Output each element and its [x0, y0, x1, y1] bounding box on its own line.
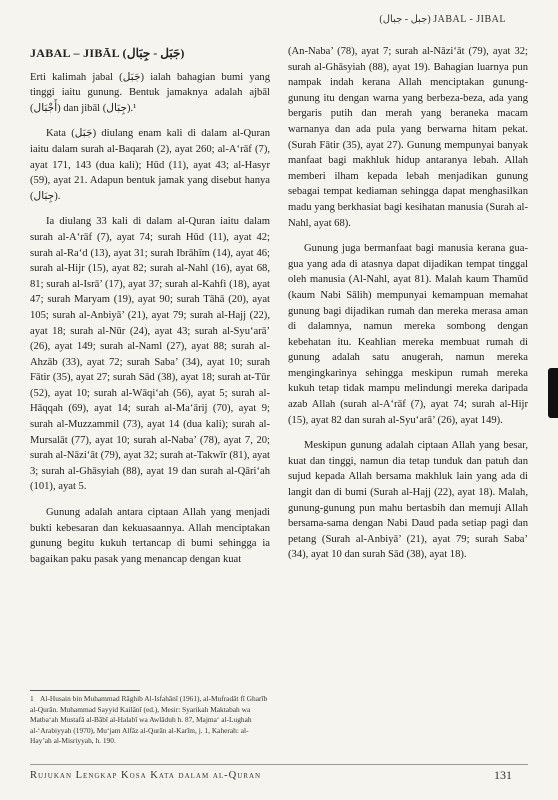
footnote-number: 1: [30, 694, 34, 703]
paragraph-creation: Gunung adalah antara ciptaan Allah yang menjadi bukti kebesaran dan kekuasaannya. Allah menciptakan gunung begitu kukuh tertancap di bumi sehingga ia bagaikan paku pasak yang menancap dengan kuat: [30, 507, 270, 565]
footnote: [30, 694, 270, 747]
paragraph-submission: Meskipun gunung adalah ciptaan Allah yang besar, kuat dan tinggi, namun dia tetap tunduk dan patuh dan sujud kepada Allah bersama makhluk lain yang ada di langit dan di bumi (Surah al-Hajj (22), ayat 18). Malah, gunung-gunung pun mahu bertasbih dan memuji Allah bersama-sama dengan Nabi Daud pada setiap pagi dan petang (Surah al-Anbiyā’ (21), ayat 79; surah Saba’ (34), ayat 10 dan surah Sād (38), ayat 18).: [288, 440, 528, 561]
paragraph-plural-occurrences: Ia diulang 33 kali di dalam al-Quran iaitu dalam surah al-A‘rāf (7), ayat 74; surah Hūd (11), ayat 42; surah al-Ra‘d (13), ayat 31; surah Ibrāhīm (14), ayat 46; surah al-Hijr (15), ayat 82; surah al-Nahl (16), ayat 68, 81; surah al-Isrā’ (17), ayat 37; surah al-Kahfi (18), ayat 47; surah Maryam (19), ayat 90; surah Tāhā (20), ayat 105; surah al-Anbiyā’ (21), ayat 79; surah al-Hajj (22), ayat 18; surah al-Nūr (24), ayat 43; surah al-Syu‘arā’ (26), ayat 149; surah al-Naml (27), ayat 88; surah al-Ahzāb (33), ayat 72; surah Saba’ (34), ayat 10; surah Fātir (35), ayat 27; surah Sād (38), ayat 18; surah at-Tūr (52), ayat 10; surah al-Wāqi‘ah (56), ayat 5; surah al-Hāqqah (69), ayat 14; surah al-Ma‘ārij (70), ayat 9; surah al-Muzzammil (73), ayat 14 (dua kali); surah al-Mursalāt (77), ayat 10; surah al-Naba’ (78), ayat 7, 20; surah al-Nāzi‘āt (79), ayat 32; surah at-Takwīr (81), ayat 3; surah al-Ghāsyiah (88), ayat 19 dan surah al-Qāri‘ah (101), ayat 5.: [30, 216, 270, 493]
paragraph-benefit: Gunung juga bermanfaat bagi manusia kerana gua-gua yang ada di atasnya dapat dijadikan tempat tinggal oleh manusia (Al-Nahl, ayat 81). Malah kaum Thamūd (kaum Nabi Sālih) mempunyai kemampuan memahat gunung bagi dijadikan rumah dan mereka merasa aman di dalamnya, namun mereka sombong dengan kebehatan itu. Keahlian mereka membuat rumah di gunung adalah satu anugerah, namun mereka mengingkarinya sehingga meskipun rumah mereka kukuh tetap tidak mampu melindungi mereka daripada azab Allah (surah al-A‘rāf (7), ayat 74; surah al-Hijr (15), ayat 82 dan surah al-Syu‘arā’ (26), ayat 149).: [288, 243, 528, 426]
footer-divider: [30, 764, 528, 765]
paragraph-occurrences: Kata (جَبَل) diulang enam kali di dalam al-Quran iaitu dalam surah al-Baqarah (2), ayat 260; al-A‘rāf (7), ayat 171, 143 (dua kali); Hūd (11), ayat 43; al-Hasyr (59), ayat 21. Adapun bentuk jamak yang disebut hanya (جِبَال).: [30, 128, 270, 202]
footer-title: Rujukan Lengkap Kosa Kata dalam al-Quran: [30, 770, 262, 781]
running-head: (جبل - جبال) JABAL - JIBAL: [379, 14, 506, 25]
footnote-divider: [30, 690, 140, 691]
paragraph-beauty: (An-Naba’ (78), ayat 7; surah al-Nāzi‘āt (79), ayat 32; surah al-Ghāsyiah (88), ayat 19). Bahagian luarnya pun nampak indah kerana Allah menciptakan gunung-gunung itu dengan warna yang berbeza-beza, ada yang bergaris putih dan merah yang beraneka macam warnanya dan ada pula yang berwarna hitam pekat. (Surah Fātir (35), ayat 27). Gunung mempunyai banyak manfaat bagi makhluk hidup antaranya lebah. Allah memberi ilham kepada lebah menjadikan gunung sebagai tempat kediaman sehingga dapat menghasilkan madu yang berkhasiat bagi kesihatan manusia (Surah al-Nahl, ayat 68).: [288, 46, 528, 229]
footnote-text: Al-Husain bin Muhammad Rāghib Al-Isfahānī (1961), al-Mufradāt fī Gharīb al-Qurān. Muhammad Sayyid Kailānī (ed.), Mesir: Syarikah Maktabah wa Matba‘ah Mustafā al-Bābī al-Halabī wa Awlāduh h. 87, Majma‘ al-Lughah al-‘Arabiyyah (1970), Mu‘jam Alfāz al-Qurān al-Karīm, j. 1, Kaherah: al-Hay’ah al-Misriyyah, h. 190.: [30, 694, 268, 746]
thumb-index-tab: [548, 368, 558, 418]
page-number: 131: [494, 768, 512, 782]
entry-heading: JABAL – JIBĀL (جَبَل - جِبَال): [30, 46, 185, 60]
paragraph-definition: Erti kalimah jabal (جَبَل) ialah bahagian bumi yang tinggi iaitu gunung. Bentuk jamaknya adalah ajbāl (أَجْبَال) dan jibāl (جِبَال).¹: [30, 71, 270, 114]
left-column: [30, 44, 270, 577]
right-column: [288, 44, 528, 573]
